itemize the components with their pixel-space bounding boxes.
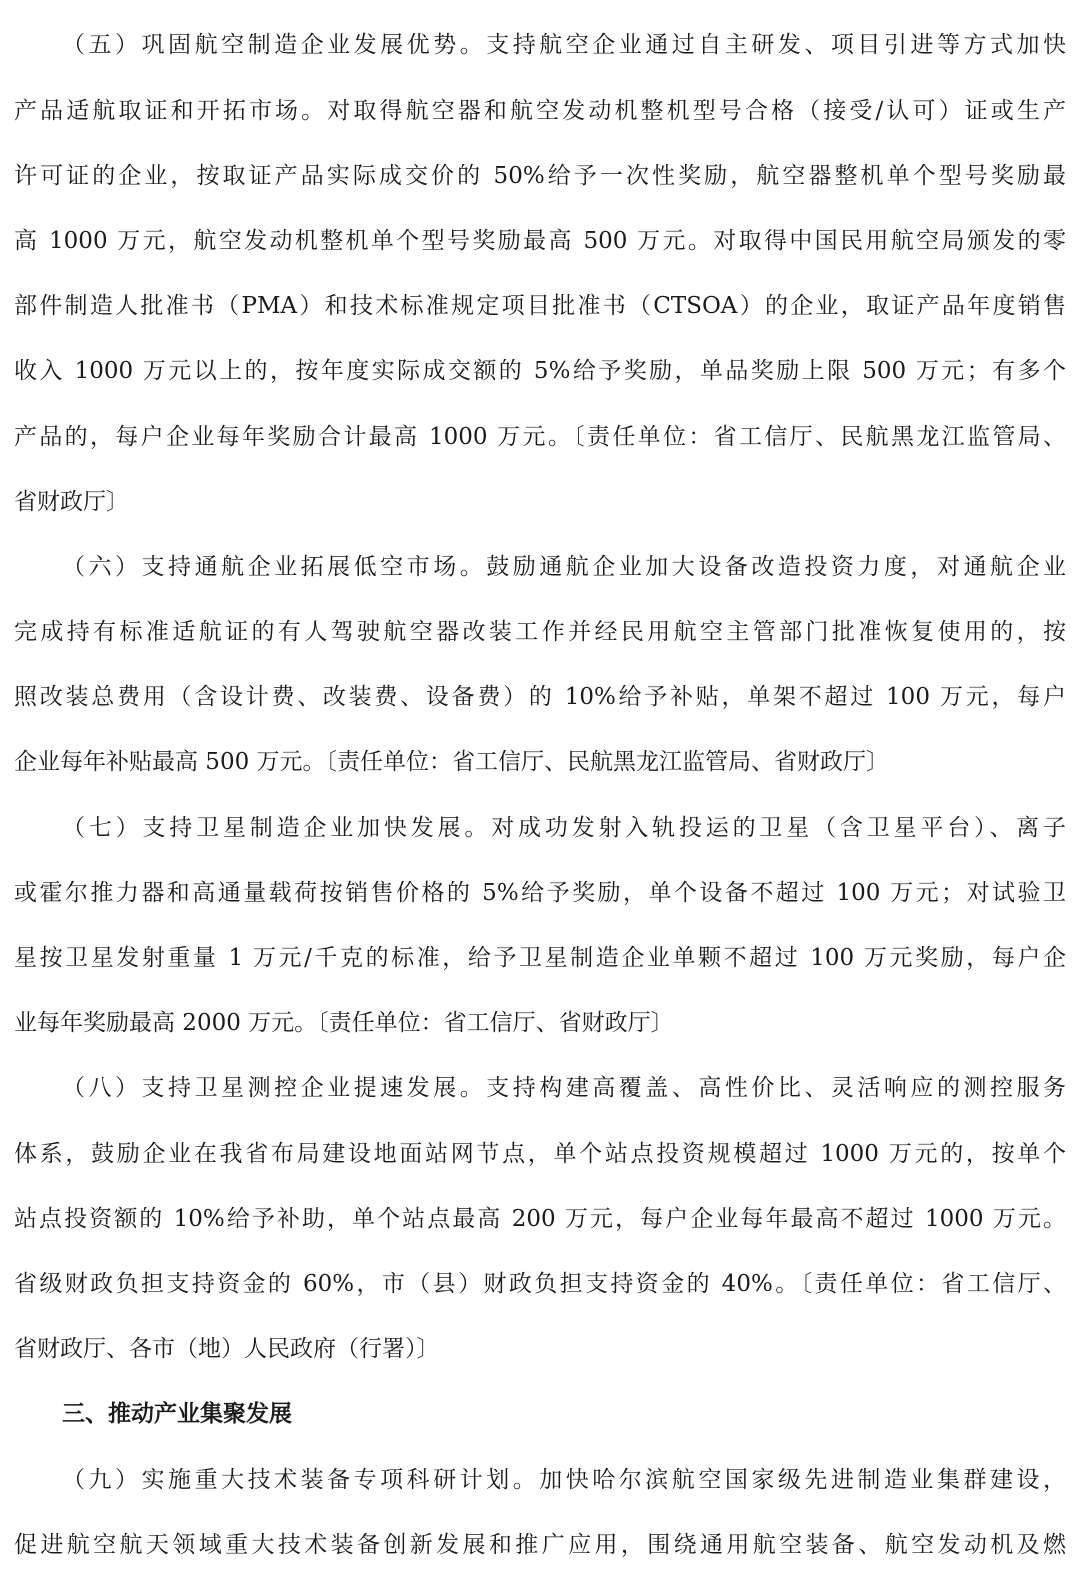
text-line: 高 1000 万元，航空发动机整机单个型号奖励最高 500 万元。对取得中国民用航空局颁发的零 <box>14 228 1066 254</box>
text-line: （七）支持卫星制造企业加快发展。对成功发射入轨投运的卫星（含卫星平台）、离子 <box>62 815 1066 841</box>
text-line: 完成持有标准适航证的有人驾驶航空器改装工作并经民用航空主管部门批准恢复使用的，按 <box>14 619 1066 645</box>
text-line: 或霍尔推力器和高通量载荷按销售价格的 5%给予奖励，单个设备不超过 100 万元；对试验卫 <box>14 880 1066 906</box>
text-line: 促进航空航天领域重大技术装备创新发展和推广应用，围绕通用航空装备、航空发动机及燃 <box>14 1532 1066 1558</box>
text-line: 企业每年补贴最高 500 万元。〔责任单位：省工信厅、民航黑龙江监管局、省财政厅〕 <box>14 749 890 775</box>
text-line: （八）支持卫星测控企业提速发展。支持构建高覆盖、高性价比、灵活响应的测控服务 <box>62 1075 1066 1101</box>
text-line: 省财政厅、各市（地）人民政府（行署）〕 <box>14 1336 440 1362</box>
text-line: （六）支持通航企业拓展低空市场。鼓励通航企业加大设备改造投资力度，对通航企业 <box>62 554 1066 580</box>
text-line: 收入 1000 万元以上的，按年度实际成交额的 5%给予奖励，单品奖励上限 500 万元；有多个 <box>14 358 1066 384</box>
text-line: 站点投资额的 10%给予补助，单个站点最高 200 万元，每户企业每年最高不超过 1000 万元。 <box>14 1206 1066 1232</box>
text-line: 省财政厅〕 <box>14 489 129 515</box>
text-line: 省级财政负担支持资金的 60%，市（县）财政负担支持资金的 40%。〔责任单位：省工信厅、 <box>14 1271 1066 1297</box>
text-line: 星按卫星发射重量 1 万元/千克的标准，给予卫星制造企业单颗不超过 100 万元奖励，每户企 <box>14 945 1066 971</box>
section-heading: 三、推动产业集聚发展 <box>62 1401 292 1427</box>
text-line: （五）巩固航空制造企业发展优势。支持航空企业通过自主研发、项目引进等方式加快 <box>62 32 1066 58</box>
text-line: 许可证的企业，按取证产品实际成交价的 50%给予一次性奖励，航空器整机单个型号奖励最 <box>14 163 1066 189</box>
text-line: 体系，鼓励企业在我省布局建设地面站网节点，单个站点投资规模超过 1000 万元的，按单个 <box>14 1141 1066 1167</box>
text-line: 业每年奖励最高 2000 万元。〔责任单位：省工信厅、省财政厅〕 <box>14 1010 674 1036</box>
text-line: （九）实施重大技术装备专项科研计划。加快哈尔滨航空国家级先进制造业集群建设， <box>62 1467 1066 1493</box>
text-line: 照改装总费用（含设计费、改装费、设备费）的 10%给予补贴，单架不超过 100 万元，每户 <box>14 684 1066 710</box>
text-line: 产品适航取证和开拓市场。对取得航空器和航空发动机整机型号合格（接受/认可）证或生产 <box>14 98 1066 124</box>
text-line: 产品的，每户企业每年奖励合计最高 1000 万元。〔责任单位：省工信厅、民航黑龙江监管局、 <box>14 424 1066 450</box>
text-line: 部件制造人批准书（PMA）和技术标准规定项目批准书（CTSOA）的企业，取证产品年度销售 <box>14 293 1066 319</box>
